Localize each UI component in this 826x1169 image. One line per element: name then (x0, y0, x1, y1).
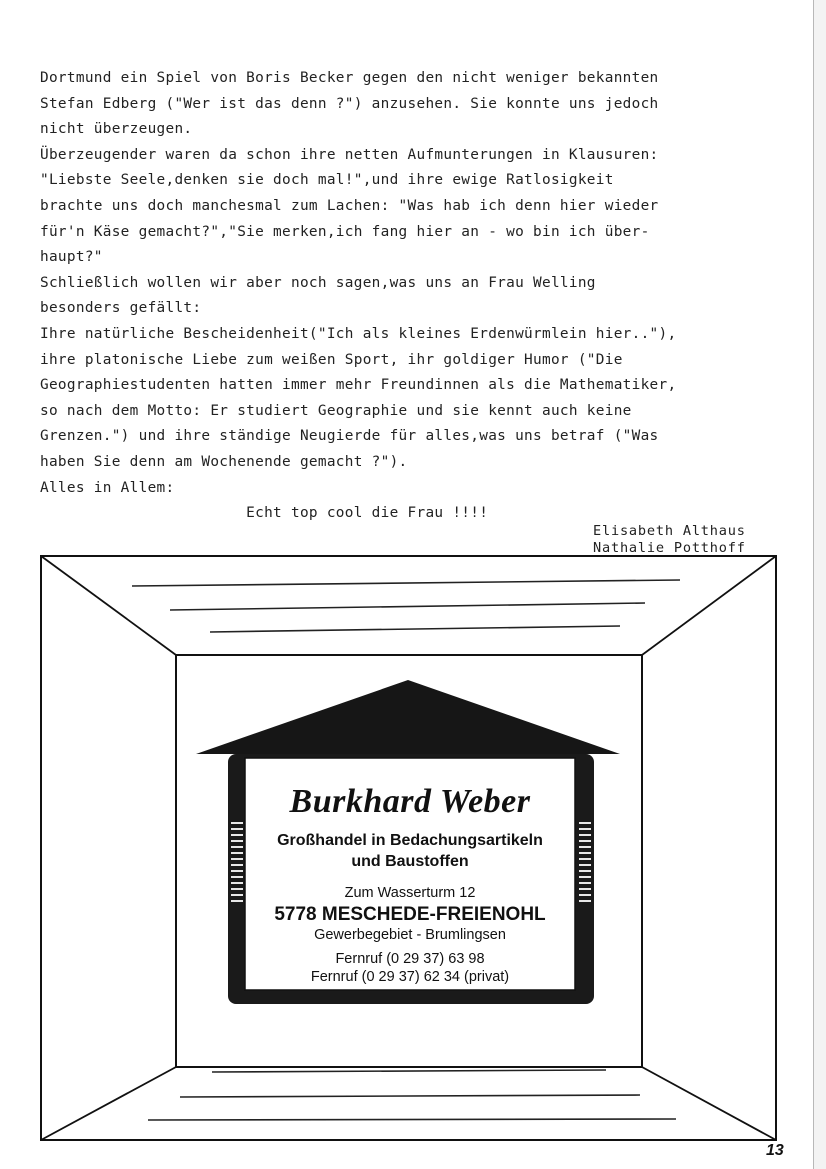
letter-line: ihre platonische Liebe zum weißen Sport, ihr goldiger Humor ("Die (40, 351, 623, 368)
letter-line: Ihre natürliche Bescheidenheit("Ich als kleines Erdenwürmlein hier.."), (40, 325, 677, 342)
roof-shape (196, 680, 620, 754)
letter-line: haben Sie denn am Wochenende gemacht ?"). (40, 453, 408, 470)
company-logo: Burkhard Weber (289, 783, 531, 820)
letter-line: brachte uns doch manchesmal zum Lachen: "Was hab ich denn hier wieder (40, 197, 659, 214)
letter-line: "Liebste Seele,denken sie doch mal!",und ihre ewige Ratlosigkeit (40, 172, 614, 189)
letter-line: Alles in Allem: (40, 479, 175, 496)
letter-line: Geographiestudenten hatten immer mehr Freundinnen als die Mathematiker, (40, 377, 677, 394)
phone-number: Fernruf (0 29 37) 63 98 (335, 951, 485, 967)
letter-line: so nach dem Motto: Er studiert Geographie und sie kennt auch keine (40, 402, 632, 419)
letter-line: Überzeugender waren da schon ihre netten Aufmunterungen in Klausuren: (40, 146, 659, 163)
letter-line: Grenzen.") und ihre ständige Neugierde für alles,was uns betraf ("Was (40, 428, 659, 445)
floor-strokes (148, 1070, 676, 1120)
closing-line: Echt top cool die Frau !!!! (40, 505, 489, 522)
city-address: 5778 MESCHEDE-FREIENOHL (274, 904, 546, 925)
letter-line: haupt?" (40, 249, 103, 266)
letter-line: besonders gefällt: (40, 300, 202, 317)
area-address: Gewerbegebiet - Brumlingsen (314, 927, 506, 943)
business-card (245, 758, 575, 990)
letter-line: nicht überzeugen. (40, 121, 193, 138)
street-address: Zum Wasserturm 12 (344, 885, 476, 901)
letter-line: Dortmund ein Spiel von Boris Becker gegen den nicht weniger bekannten (40, 70, 659, 86)
letter-line: Stefan Edberg ("Wer ist das denn ?") anzusehen. Sie konnte uns jedoch (40, 95, 659, 112)
page-number: 13 (766, 1142, 784, 1159)
tagline: Großhandel in Bedachungsartikeln (277, 832, 543, 849)
tagline: und Baustoffen (351, 853, 469, 870)
phone-number: Fernruf (0 29 37) 62 34 (privat) (310, 969, 510, 985)
ceiling-strokes (132, 580, 680, 632)
letter-line: für'n Käse gemacht?","Sie merken,ich fang hier an - wo bin ich über- (40, 223, 650, 240)
letter-line: Schließlich wollen wir aber noch sagen,was uns an Frau Welling (40, 274, 596, 291)
signature-author: Nathalie Potthoff (593, 540, 746, 556)
signature-author: Elisabeth Althaus (593, 523, 746, 539)
